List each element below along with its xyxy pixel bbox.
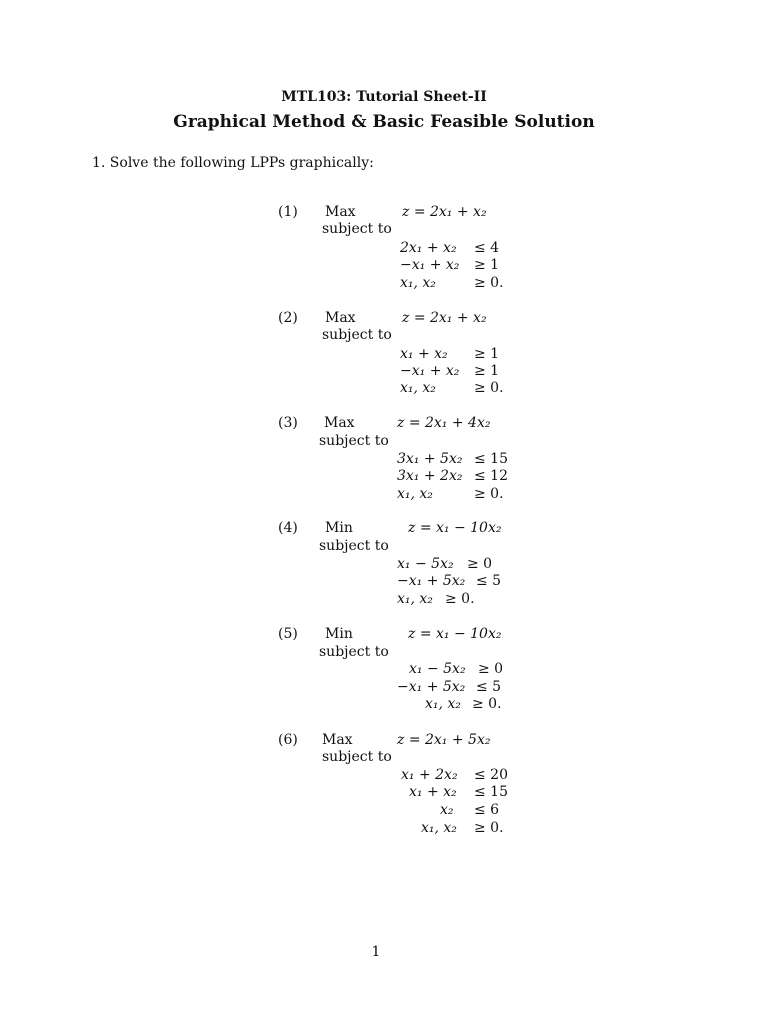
problem-number: (2) xyxy=(278,310,298,326)
constraint-rhs: ≥ 1 xyxy=(474,257,500,273)
constraint-lhs: −x₁ + 5x₂ xyxy=(397,573,466,589)
objective-type: Max xyxy=(324,415,355,431)
constraint-lhs: 3x₁ + 5x₂ xyxy=(397,451,463,467)
problem-number: (3) xyxy=(278,415,298,431)
objective-type: Min xyxy=(325,520,353,536)
constraint-lhs: x₁, x₂ xyxy=(421,820,457,836)
constraint-rhs: ≤ 15 xyxy=(474,451,508,467)
subject-to-label: subject to xyxy=(319,644,389,660)
constraint-rhs: ≥ 1 xyxy=(474,363,500,379)
constraint-rhs: ≤ 12 xyxy=(474,468,508,484)
constraint-rhs: ≥ 0. xyxy=(474,275,504,291)
objective-function: z = 2x₁ + x₂ xyxy=(402,310,487,326)
page-number: 1 xyxy=(371,944,381,960)
objective-function: z = 2x₁ + 5x₂ xyxy=(397,732,491,748)
objective-type: Max xyxy=(322,732,353,748)
subject-to-label: subject to xyxy=(322,749,392,765)
problem-number: (5) xyxy=(278,626,298,642)
constraint-rhs: ≥ 1 xyxy=(474,346,500,362)
constraint-lhs: x₁ + 2x₂ xyxy=(401,767,458,783)
constraint-rhs: ≥ 0. xyxy=(474,820,504,836)
constraint-rhs: ≤ 15 xyxy=(474,784,508,800)
constraint-rhs: ≥ 0. xyxy=(472,696,502,712)
constraint-lhs: x₁ + x₂ xyxy=(400,346,448,362)
constraint-lhs: 3x₁ + 2x₂ xyxy=(397,468,463,484)
constraint-lhs: −x₁ + x₂ xyxy=(400,363,460,379)
constraint-lhs: x₂ xyxy=(440,802,454,818)
objective-type: Max xyxy=(325,204,356,220)
course-heading: MTL103: Tutorial Sheet-II xyxy=(281,89,487,105)
constraint-rhs: ≤ 6 xyxy=(474,802,500,818)
subject-to-label: subject to xyxy=(319,538,389,554)
problem-number: (1) xyxy=(278,204,298,220)
objective-function: z = x₁ − 10x₂ xyxy=(408,520,502,536)
objective-type: Min xyxy=(325,626,353,642)
constraint-rhs: ≤ 4 xyxy=(474,240,500,256)
constraint-lhs: x₁, x₂ xyxy=(400,275,436,291)
objective-function: z = 2x₁ + 4x₂ xyxy=(397,415,491,431)
constraint-rhs: ≥ 0 xyxy=(478,661,504,677)
constraint-rhs: ≥ 0. xyxy=(474,486,504,502)
constraint-lhs: −x₁ + 5x₂ xyxy=(397,679,466,695)
problem-number: (6) xyxy=(278,732,298,748)
objective-type: Max xyxy=(325,310,356,326)
constraint-rhs: ≥ 0. xyxy=(474,380,504,396)
constraint-lhs: x₁, x₂ xyxy=(397,486,433,502)
constraint-lhs: −x₁ + x₂ xyxy=(400,257,460,273)
constraint-lhs: 2x₁ + x₂ xyxy=(400,240,457,256)
constraint-rhs: ≤ 5 xyxy=(476,573,502,589)
constraint-lhs: x₁ − 5x₂ xyxy=(409,661,466,677)
constraint-lhs: x₁ + x₂ xyxy=(409,784,457,800)
constraint-lhs: x₁, x₂ xyxy=(425,696,461,712)
subject-to-label: subject to xyxy=(319,433,389,449)
objective-function: z = 2x₁ + x₂ xyxy=(402,204,487,220)
constraint-rhs: ≥ 0 xyxy=(467,556,493,572)
subject-to-label: subject to xyxy=(322,221,392,237)
problem-number: (4) xyxy=(278,520,298,536)
constraint-rhs: ≥ 0. xyxy=(445,591,475,607)
constraint-rhs: ≤ 5 xyxy=(476,679,502,695)
question-text: 1. Solve the following LPPs graphically: xyxy=(92,155,374,171)
subject-to-label: subject to xyxy=(322,327,392,343)
page-title: Graphical Method & Basic Feasible Solution xyxy=(173,112,595,132)
constraint-lhs: x₁ − 5x₂ xyxy=(397,556,454,572)
constraint-lhs: x₁, x₂ xyxy=(397,591,433,607)
objective-function: z = x₁ − 10x₂ xyxy=(408,626,502,642)
constraint-lhs: x₁, x₂ xyxy=(400,380,436,396)
constraint-rhs: ≤ 20 xyxy=(474,767,508,783)
